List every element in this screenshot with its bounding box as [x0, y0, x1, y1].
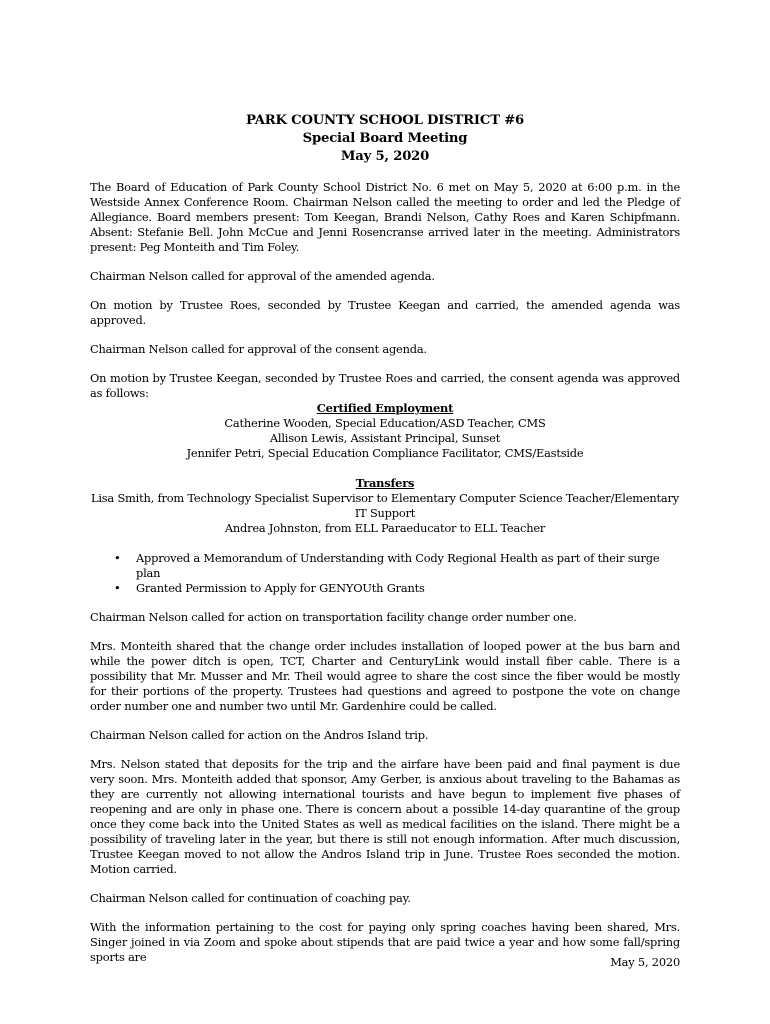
- list-item: [90, 581, 680, 596]
- meeting-date: May 5, 2020: [340, 149, 430, 164]
- coaching-call: Chairman Nelson called for continuation of coaching pay.: [90, 891, 411, 905]
- list-item-text: Approved a Memorandum of Understanding with Cody Regional Health as part of their surge plan: [136, 551, 660, 580]
- consent-agenda-motion: On motion by Trustee Keegan, seconded by Trustee Roes and carried, the consent agenda was approved as follows:: [90, 371, 680, 400]
- bullet-icon: •: [114, 581, 121, 595]
- footer-date: May 5, 2020: [610, 955, 680, 969]
- consent-agenda-call: Chairman Nelson called for approval of the consent agenda.: [90, 342, 427, 356]
- meeting-title: Special Board Meeting: [302, 131, 468, 146]
- transport-detail: Mrs. Monteith shared that the change order includes installation of looped power at the bus barn and while the power ditch is open, TCT, Charter and CenturyLink would install fiber cable. There is a possibility that Mr. Musser and Mr. Theil would agree to share the cost since the fiber would be mostly for their portions of the property. Trustees had questions and agreed to postpone the vote on change order number one and number two until Mr. Gardenhire could be called.: [90, 639, 680, 713]
- coaching-detail: With the information pertaining to the cost for paying only spring coaches having been shared, Mrs. Singer joined in via Zoom and spoke about stipends that are paid twice a year and how some fall/spring sports are: [90, 920, 680, 964]
- transfer-item: Lisa Smith, from Technology Specialist Supervisor to Elementary Computer Science Teacher/Elementary IT Support: [90, 491, 679, 520]
- district-title: PARK COUNTY SCHOOL DISTRICT #6: [245, 113, 525, 128]
- certified-employment-title: Certified Employment: [316, 401, 454, 415]
- andros-call: Chairman Nelson called for action on the Andros Island trip.: [90, 728, 429, 742]
- list-item: [90, 551, 680, 581]
- certified-item: Jennifer Petri, Special Education Compliance Facilitator, CMS/Eastside: [186, 446, 584, 460]
- transfers-title: Transfers: [355, 476, 415, 490]
- list-item-text: Granted Permission to Apply for GENYOUth Grants: [136, 581, 425, 595]
- certified-item: Catherine Wooden, Special Education/ASD Teacher, CMS: [224, 416, 546, 430]
- bullet-icon: •: [114, 551, 121, 565]
- amended-agenda-call: Chairman Nelson called for approval of the amended agenda.: [90, 269, 435, 283]
- amended-agenda-motion: On motion by Trustee Roes, seconded by Trustee Keegan and carried, the amended agenda was approved.: [90, 298, 680, 327]
- intro-paragraph: The Board of Education of Park County School District No. 6 met on May 5, 2020 at 6:00 p.m. in the Westside Annex Conference Room. Chairman Nelson called the meeting to order and led the Pledge of Allegiance. Board members present: Tom Keegan, Brandi Nelson, Cathy Roes and Karen Schipfmann. Absent: Stefanie Bell. John McCue and Jenni Rosencranse arrived later in the meeting. Administrators present: Peg Monteith and Tim Foley.: [90, 180, 680, 254]
- certified-item: Allison Lewis, Assistant Principal, Sunset: [269, 431, 501, 445]
- document-page: [90, 112, 680, 979]
- transfer-item: Andrea Johnston, from ELL Paraeducator to ELL Teacher: [224, 521, 546, 535]
- document-header: [90, 112, 680, 166]
- andros-detail: Mrs. Nelson stated that deposits for the trip and the airfare have been paid and final payment is due very soon. Mrs. Monteith added that sponsor, Amy Gerber, is anxious about traveling to the Bahamas as they are currently not allowing international tourists and have begun to implement five phases of reopening and are only in phase one. There is concern about a possible 14-day quarantine of the group once they come back into the United States as well as medical facilities on the island. There might be a possibility of traveling later in the year, but there is still not enough information. After much discussion, Trustee Keegan moved to not allow the Andros Island trip in June. Trustee Roes seconded the motion. Motion carried.: [90, 757, 680, 876]
- transport-call: Chairman Nelson called for action on transportation facility change order number one.: [90, 610, 577, 624]
- approval-list: [90, 551, 680, 596]
